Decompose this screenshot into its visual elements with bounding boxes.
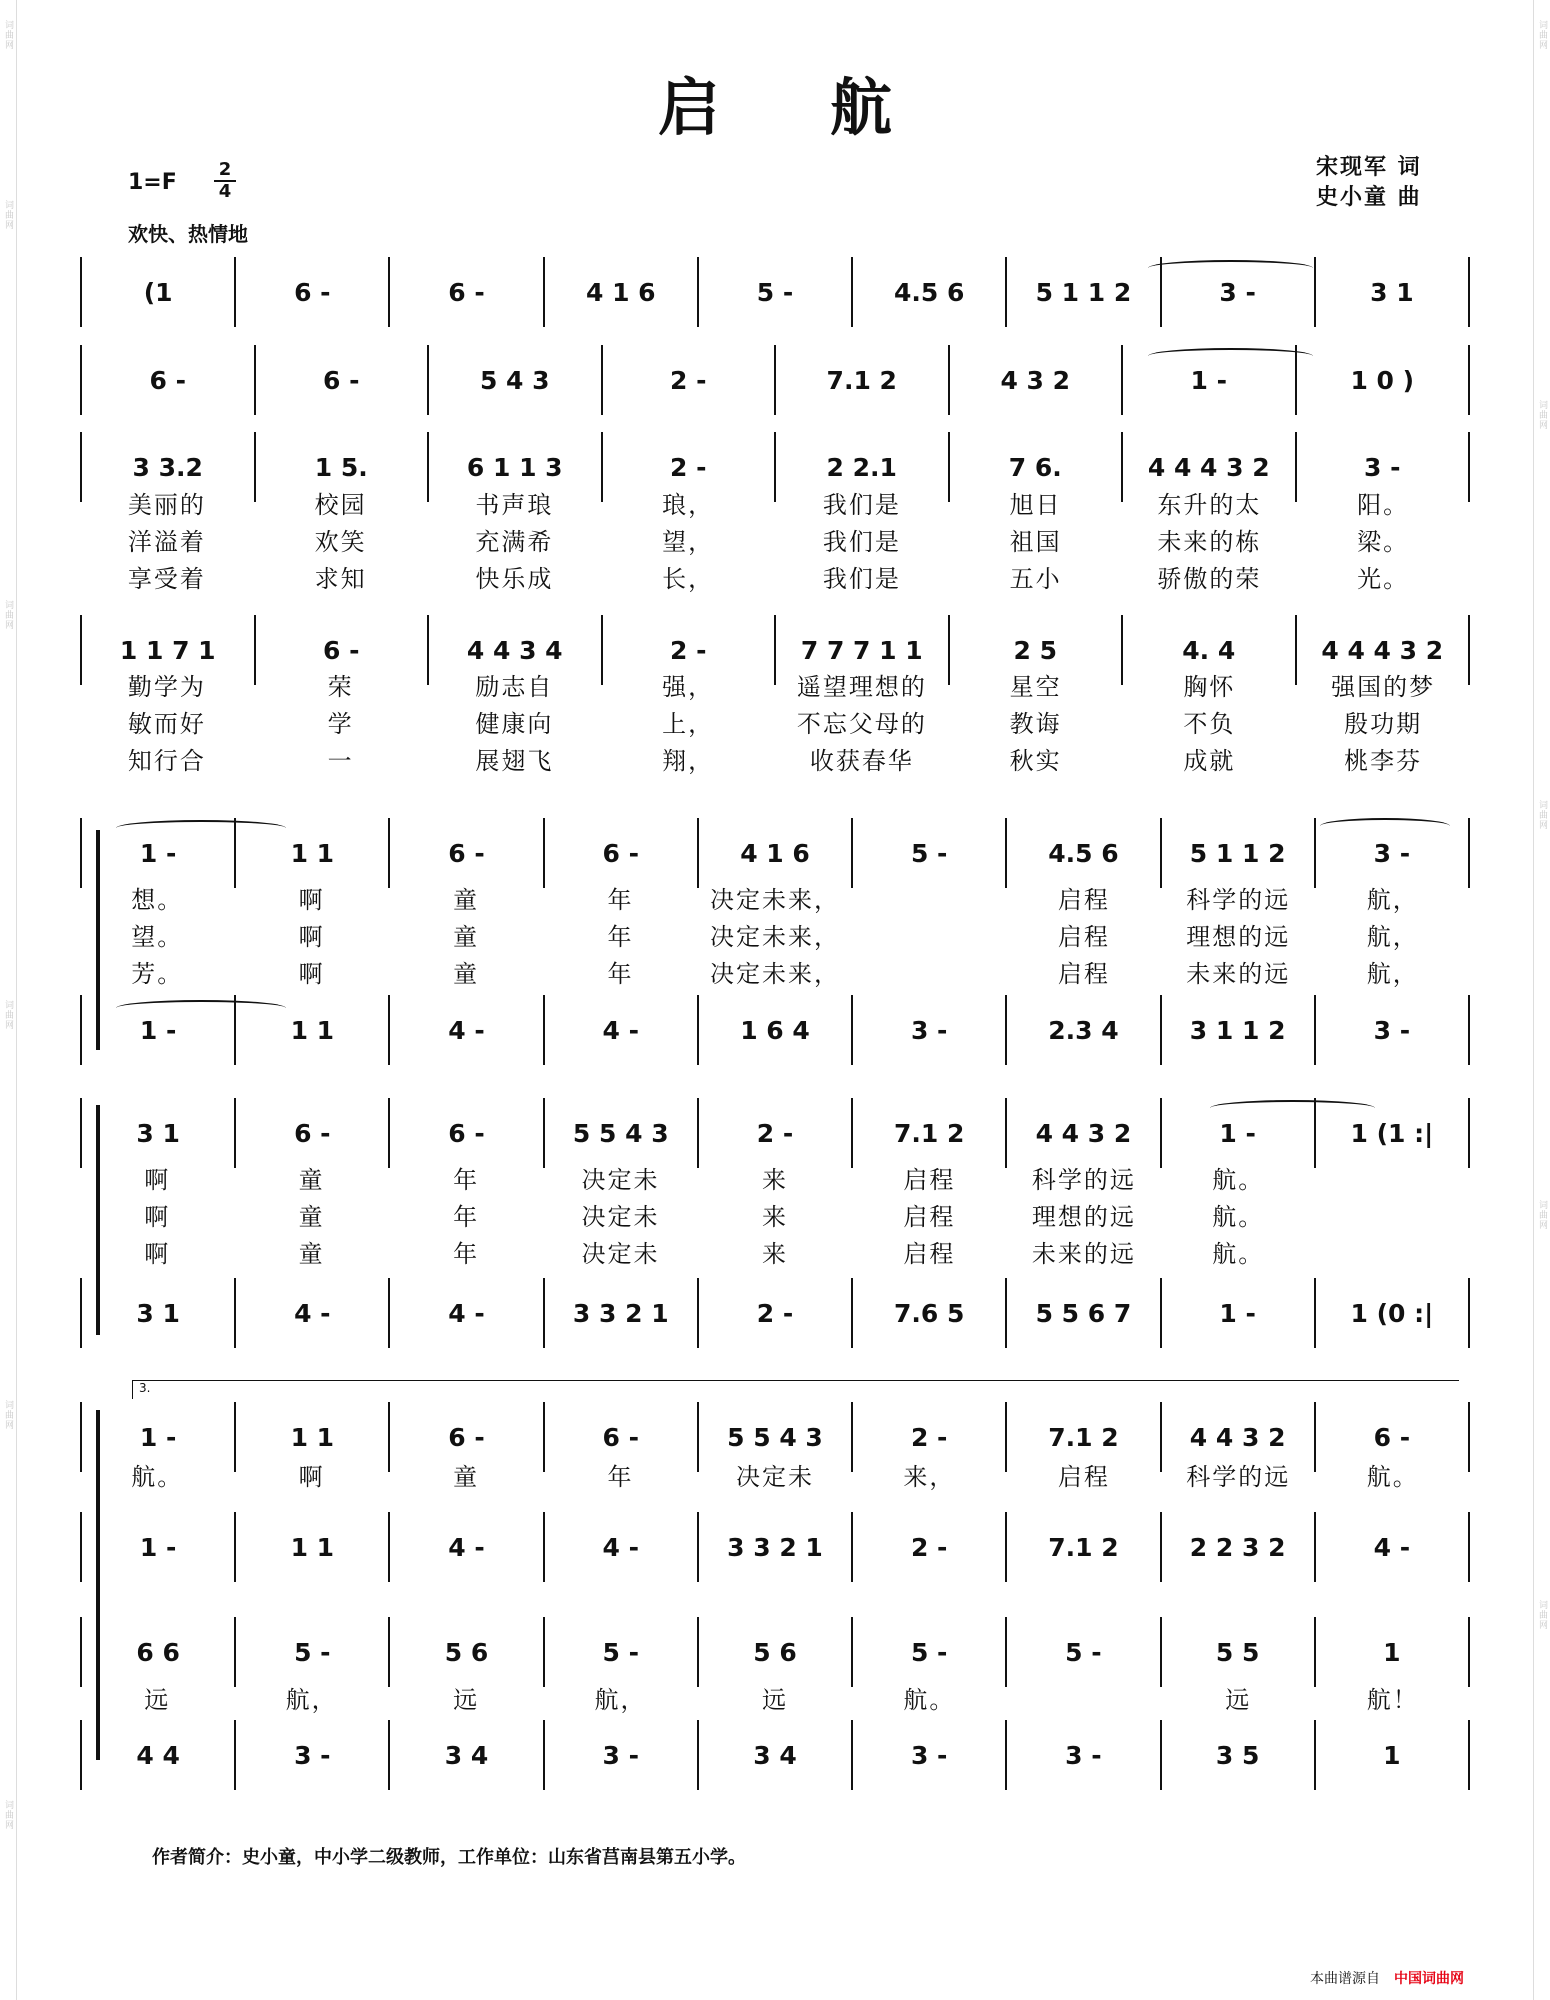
lyric-syllable: 望。 — [131, 923, 184, 951]
measure: 5 1 1 2 — [1162, 818, 1316, 888]
chorus1-lower-staff — [80, 995, 1470, 1065]
measure: 6 - — [256, 345, 430, 415]
measure: 5 1 1 2 — [1007, 257, 1161, 327]
lyric-syllable: 航， — [285, 1686, 338, 1714]
measure: 6 - — [236, 1098, 390, 1168]
lyric-syllable: 欢笑 — [314, 528, 367, 556]
lyric-syllable: 启程 — [1057, 923, 1110, 951]
lyric-syllable: 航！ — [1366, 1686, 1419, 1714]
measure: 4 - — [236, 1278, 390, 1348]
right-margin-strip — [1533, 0, 1550, 2000]
measure: 3 1 1 2 — [1162, 995, 1316, 1065]
lyric-syllable: 航， — [1366, 960, 1419, 988]
lyric-row — [80, 917, 1470, 952]
lyric-syllable: 校园 — [314, 491, 367, 519]
measure: 1 1 — [236, 1402, 390, 1472]
measure: 1 — [1316, 1617, 1470, 1687]
lyric-syllable: 科学的远 — [1186, 1463, 1291, 1491]
measure: 4 1 6 — [545, 257, 699, 327]
measure: 3 - — [1007, 1720, 1161, 1790]
lyric-syllable: 书声琅 — [475, 491, 554, 519]
lyric-syllable: 来 — [761, 1166, 788, 1194]
lyric-syllable: 年 — [453, 1240, 480, 1268]
left-margin-strip — [0, 0, 17, 2000]
chorus2-lower-staff — [80, 1278, 1470, 1348]
lyric-syllable: 童 — [453, 1463, 480, 1491]
measure: 6 - — [390, 1402, 544, 1472]
lyric-syllable: 决定未 — [581, 1166, 660, 1194]
measure: 3 - — [236, 1720, 390, 1790]
measure: 3 5 — [1162, 1720, 1316, 1790]
time-signature-top: 2 — [218, 159, 232, 180]
lyric-syllable: 启程 — [1057, 886, 1110, 914]
song-title: 启航 — [657, 71, 1002, 144]
lyric-syllable: 童 — [298, 1166, 325, 1194]
lyric-syllable: 童 — [298, 1240, 325, 1268]
lyric-syllable: 殷功期 — [1344, 710, 1423, 738]
measure: 5 6 — [390, 1617, 544, 1687]
lyric-syllable: 年 — [453, 1203, 480, 1231]
lyric-syllable: 航。 — [1212, 1166, 1265, 1194]
measure: 2 - — [603, 345, 777, 415]
watermark: 词曲网 — [1537, 400, 1547, 430]
lyric-row — [80, 880, 1470, 915]
measure: 4 4 3 2 — [1007, 1098, 1161, 1168]
lyric-syllable: 航， — [1366, 923, 1419, 951]
measure: 2 2 3 2 — [1162, 1512, 1316, 1582]
lyric-syllable: 来 — [761, 1240, 788, 1268]
tie-slur — [1148, 348, 1313, 364]
measure: 6 - — [545, 1402, 699, 1472]
measure: 1 - — [80, 995, 236, 1065]
lyric-syllable: 求知 — [314, 565, 367, 593]
lyric-row — [80, 1234, 1470, 1269]
measure: 3 - — [1316, 995, 1470, 1065]
lyric-syllable: 未来的远 — [1031, 1240, 1136, 1268]
measure: 2 - — [699, 1098, 853, 1168]
lyric-syllable: 我们是 — [822, 565, 901, 593]
tempo-marking: 欢快、热情地 — [128, 222, 248, 246]
lyric-syllable: 理想的远 — [1186, 923, 1291, 951]
lyric-syllable: 决定未 — [581, 1203, 660, 1231]
measure: 6 - — [1316, 1402, 1470, 1472]
lyric-syllable: 啊 — [144, 1240, 171, 1268]
lyric-syllable: 遥望理想的 — [796, 673, 927, 701]
measure: 5 - — [853, 818, 1007, 888]
lyric-syllable: 强国的梦 — [1331, 673, 1436, 701]
lyric-syllable: 启程 — [1057, 1463, 1110, 1491]
measure: 1 (0 :| — [1316, 1278, 1470, 1348]
measure: 4 - — [545, 995, 699, 1065]
measure: 4.5 6 — [1007, 818, 1161, 888]
lyric-syllable: 年 — [453, 1166, 480, 1194]
measure: 6 - — [390, 1098, 544, 1168]
lyric-syllable — [852, 917, 1006, 952]
lyric-syllable: 光。 — [1357, 565, 1410, 593]
author-note: 作者简介：史小童，中小学二级教师，工作单位：山东省莒南县第五小学。 — [152, 1847, 746, 1868]
tie-slur — [1148, 260, 1313, 276]
lyric-syllable: 健康向 — [475, 710, 554, 738]
lyric-syllable: 洋溢着 — [127, 528, 206, 556]
measure: 5 - — [699, 257, 853, 327]
watermark: 词曲网 — [1537, 1200, 1547, 1230]
lyric-syllable: 骄傲的荣 — [1157, 565, 1262, 593]
measure: 1 - — [1123, 345, 1297, 415]
lyricist-credit: 宋现军 词 — [1316, 155, 1422, 180]
lyric-syllable: 年 — [607, 1463, 634, 1491]
measure: 1 - — [80, 1512, 236, 1582]
measure: 3 - — [1316, 818, 1470, 888]
measure: 2 - — [603, 432, 777, 502]
measure: 3 4 — [390, 1720, 544, 1790]
lyric-syllable: 成就 — [1183, 747, 1236, 775]
lyric-syllable: 啊 — [144, 1166, 171, 1194]
lyric-syllable: 年 — [607, 886, 634, 914]
measure: 6 - — [236, 257, 390, 327]
measure: 2 - — [603, 615, 777, 685]
measure: 5 - — [545, 1617, 699, 1687]
lyric-row — [80, 704, 1470, 739]
measure: 5 6 — [699, 1617, 853, 1687]
lyric-syllable: 航， — [1366, 886, 1419, 914]
lyric-syllable — [1316, 1197, 1470, 1232]
tie-slur — [1210, 1100, 1375, 1116]
measure: 3 - — [1162, 257, 1316, 327]
measure: 4.5 6 — [853, 257, 1007, 327]
chorus1-upper-staff — [80, 818, 1470, 888]
lyric-syllable: 理想的远 — [1031, 1203, 1136, 1231]
measure: 3 - — [1297, 432, 1471, 502]
measure: 4 4 — [80, 1720, 236, 1790]
measure: 4 - — [390, 1512, 544, 1582]
lyric-syllable: 航， — [594, 1686, 647, 1714]
lyric-row — [80, 1160, 1470, 1195]
lyric-row — [80, 522, 1470, 557]
lyric-syllable: 勤学为 — [127, 673, 206, 701]
lyric-syllable: 启程 — [903, 1166, 956, 1194]
watermark: 词曲网 — [3, 200, 13, 230]
measure: 4 1 6 — [699, 818, 853, 888]
lyric-syllable: 秋实 — [1009, 747, 1062, 775]
measure: 1 1 — [236, 995, 390, 1065]
measure: 4 - — [390, 1278, 544, 1348]
lyric-syllable: 教诲 — [1009, 710, 1062, 738]
measure: 1 — [1316, 1720, 1470, 1790]
measure: 1 6 4 — [699, 995, 853, 1065]
lyric-syllable: 来， — [903, 1463, 956, 1491]
coda-lyrics — [80, 1680, 1470, 1715]
lyric-syllable: 展翅飞 — [475, 747, 554, 775]
watermark: 词曲网 — [1537, 800, 1547, 830]
measure: 1 - — [1162, 1098, 1316, 1168]
lyric-syllable: 航。 — [1212, 1203, 1265, 1231]
measure: 4 - — [545, 1512, 699, 1582]
measure: 1 1 — [236, 818, 390, 888]
measure: 2 2.1 — [776, 432, 950, 502]
measure: 7.1 2 — [776, 345, 950, 415]
lyric-syllable — [1007, 1680, 1161, 1715]
volta-label: 3. — [139, 1381, 151, 1395]
measure: 2 5 — [950, 615, 1124, 685]
lyric-syllable: 美丽的 — [127, 491, 206, 519]
lyric-row — [80, 559, 1470, 594]
time-signature-bottom: 4 — [214, 180, 236, 202]
volta-bracket — [132, 1380, 1459, 1399]
time-signature — [214, 160, 236, 202]
lyric-syllable: 童 — [453, 886, 480, 914]
lyric-syllable: 享受着 — [127, 565, 206, 593]
measure: 5 5 — [1162, 1617, 1316, 1687]
lyric-syllable — [852, 954, 1006, 989]
measure: 2 - — [699, 1278, 853, 1348]
lyric-syllable: 来 — [761, 1203, 788, 1231]
measure: 4 4 3 4 — [429, 615, 603, 685]
measure: 3 - — [545, 1720, 699, 1790]
measure: 5 - — [1007, 1617, 1161, 1687]
measure: 1 - — [1162, 1278, 1316, 1348]
lyric-syllable: 学 — [327, 710, 354, 738]
measure: 1 (1 :| — [1316, 1098, 1470, 1168]
lyric-syllable: 翔， — [662, 747, 715, 775]
lyric-syllable: 不负 — [1183, 710, 1236, 738]
watermark: 词曲网 — [1537, 20, 1547, 50]
coda-lower-staff — [80, 1720, 1470, 1790]
lyric-syllable: 航。 — [1212, 1240, 1265, 1268]
lyric-syllable: 星空 — [1009, 673, 1062, 701]
lyric-syllable: 未来的栋 — [1157, 528, 1262, 556]
measure: 4 - — [390, 995, 544, 1065]
measure: 3 1 — [80, 1278, 236, 1348]
lyric-syllable — [852, 880, 1006, 915]
measure: 6 - — [545, 818, 699, 888]
lyric-syllable: 未来的远 — [1186, 960, 1291, 988]
lyric-row — [80, 667, 1470, 702]
measure: 1 5. — [256, 432, 430, 502]
lyric-syllable — [1316, 1234, 1470, 1269]
watermark: 词曲网 — [3, 20, 13, 50]
measure: 5 5 4 3 — [545, 1098, 699, 1168]
measure: 7 7 7 1 1 — [776, 615, 950, 685]
lyric-syllable: 航。 — [903, 1686, 956, 1714]
lyric-syllable: 胸怀 — [1183, 673, 1236, 701]
lyric-syllable: 决定未来， — [709, 886, 840, 914]
lyric-syllable: 科学的远 — [1186, 886, 1291, 914]
lyric-syllable: 远 — [144, 1686, 171, 1714]
lyric-syllable: 芳。 — [131, 960, 184, 988]
lyric-syllable: 童 — [453, 923, 480, 951]
lyric-syllable: 启程 — [903, 1240, 956, 1268]
lyric-syllable: 远 — [1225, 1686, 1252, 1714]
lyric-syllable: 旭日 — [1009, 491, 1062, 519]
measure: 1 1 7 1 — [80, 615, 256, 685]
lyric-row — [80, 954, 1470, 989]
lyric-syllable: 我们是 — [822, 528, 901, 556]
lyric-syllable: 啊 — [298, 1463, 325, 1491]
measure: 3 3 2 1 — [699, 1512, 853, 1582]
measure: 4. 4 — [1123, 615, 1297, 685]
measure: 3 - — [853, 1720, 1007, 1790]
lyric-syllable: 启程 — [1057, 960, 1110, 988]
watermark: 词曲网 — [3, 1400, 13, 1430]
measure: 1 0 ) — [1297, 345, 1471, 415]
measure: 7.1 2 — [1007, 1402, 1161, 1472]
lyric-row — [80, 1197, 1470, 1232]
measure: 6 - — [256, 615, 430, 685]
measure: 5 5 6 7 — [1007, 1278, 1161, 1348]
source-credit — [1310, 1968, 1464, 1988]
measure: 2.3 4 — [1007, 995, 1161, 1065]
measure: 4 3 2 — [950, 345, 1124, 415]
measure: 3 1 — [1316, 257, 1470, 327]
lyric-syllable — [1316, 1160, 1470, 1195]
ending3-lyrics — [80, 1457, 1470, 1492]
measure: 7.1 2 — [1007, 1512, 1161, 1582]
measure: 5 - — [236, 1617, 390, 1687]
measure: 1 - — [80, 1402, 236, 1472]
measure: 6 1 1 3 — [429, 432, 603, 502]
lyric-syllable: 启程 — [903, 1203, 956, 1231]
measure: 6 - — [390, 257, 544, 327]
lyric-syllable: 啊 — [298, 923, 325, 951]
lyric-syllable: 啊 — [298, 886, 325, 914]
measure: 4 4 4 3 2 — [1123, 432, 1297, 502]
lyric-syllable: 励志自 — [475, 673, 554, 701]
lyric-syllable: 阳。 — [1357, 491, 1410, 519]
lyric-syllable: 不忘父母的 — [796, 710, 927, 738]
coda-upper-staff — [80, 1617, 1470, 1687]
lyric-syllable: 强， — [662, 673, 715, 701]
lyric-syllable: 长， — [662, 565, 715, 593]
measure: 7 6. — [950, 432, 1124, 502]
lyric-syllable: 远 — [761, 1686, 788, 1714]
watermark: 词曲网 — [3, 600, 13, 630]
measure: 5 4 3 — [429, 345, 603, 415]
lyric-syllable: 琅， — [662, 491, 715, 519]
source-site-link[interactable]: 中国词曲网 — [1394, 1971, 1464, 1987]
measure: 6 6 — [80, 1617, 236, 1687]
lyric-syllable: 荣 — [327, 673, 354, 701]
watermark: 词曲网 — [3, 1800, 13, 1830]
measure: 1 - — [80, 818, 236, 888]
lyric-syllable: 啊 — [144, 1203, 171, 1231]
lyric-syllable: 东升的太 — [1157, 491, 1262, 519]
lyric-syllable: 决定未 — [581, 1240, 660, 1268]
lyric-syllable: 科学的远 — [1031, 1166, 1136, 1194]
measure: 3 1 — [80, 1098, 236, 1168]
lyric-syllable: 航。 — [1366, 1463, 1419, 1491]
lyric-syllable: 童 — [453, 960, 480, 988]
lyric-syllable: 一 — [327, 747, 354, 775]
measure: 1 1 — [236, 1512, 390, 1582]
measure: 3 3 2 1 — [545, 1278, 699, 1348]
key-signature: 1=F — [128, 170, 177, 195]
lyric-syllable: 祖国 — [1009, 528, 1062, 556]
lyric-row — [80, 741, 1470, 776]
lyric-syllable: 远 — [453, 1686, 480, 1714]
lyric-syllable: 决定未 — [735, 1463, 814, 1491]
lyric-syllable: 望， — [662, 528, 715, 556]
measure: 4 4 4 3 2 — [1297, 615, 1471, 685]
lyric-syllable: 知行合 — [127, 747, 206, 775]
lyric-row — [80, 485, 1470, 520]
measure: 6 - — [80, 345, 256, 415]
lyric-syllable: 上， — [662, 710, 715, 738]
lyric-syllable: 年 — [607, 923, 634, 951]
lyric-syllable: 想。 — [131, 886, 184, 914]
lyric-syllable: 航。 — [131, 1463, 184, 1491]
measure: 3 4 — [699, 1720, 853, 1790]
lyric-syllable: 桃李芬 — [1344, 747, 1423, 775]
measure: 2 - — [853, 1512, 1007, 1582]
measure: 7.6 5 — [853, 1278, 1007, 1348]
lyric-syllable: 梁。 — [1357, 528, 1410, 556]
lyric-syllable: 充满希 — [475, 528, 554, 556]
lyric-syllable: 啊 — [298, 960, 325, 988]
lyric-syllable: 五小 — [1009, 565, 1062, 593]
measure: 6 - — [390, 818, 544, 888]
lyric-syllable: 我们是 — [822, 491, 901, 519]
source-label: 本曲谱源自 — [1310, 1971, 1380, 1987]
measure: 5 - — [853, 1617, 1007, 1687]
measure: 2 - — [853, 1402, 1007, 1472]
lyric-syllable: 童 — [298, 1203, 325, 1231]
measure: 3 3.2 — [80, 432, 256, 502]
composer-credit: 史小童 曲 — [1316, 185, 1422, 210]
lyric-syllable: 快乐成 — [475, 565, 554, 593]
measure: 4 4 3 2 — [1162, 1402, 1316, 1472]
measure: 4 - — [1316, 1512, 1470, 1582]
lyric-syllable: 收获春华 — [809, 747, 914, 775]
measure: 5 5 4 3 — [699, 1402, 853, 1472]
watermark: 词曲网 — [1537, 1600, 1547, 1630]
lyric-syllable: 敏而好 — [127, 710, 206, 738]
watermark: 词曲网 — [3, 1000, 13, 1030]
measure: (1 — [80, 257, 236, 327]
lyric-syllable: 决定未来， — [709, 960, 840, 988]
lyric-syllable: 决定未来， — [709, 923, 840, 951]
measure: 3 - — [853, 995, 1007, 1065]
measure: 7.1 2 — [853, 1098, 1007, 1168]
ending3-lower-staff — [80, 1512, 1470, 1582]
lyric-syllable: 年 — [607, 960, 634, 988]
